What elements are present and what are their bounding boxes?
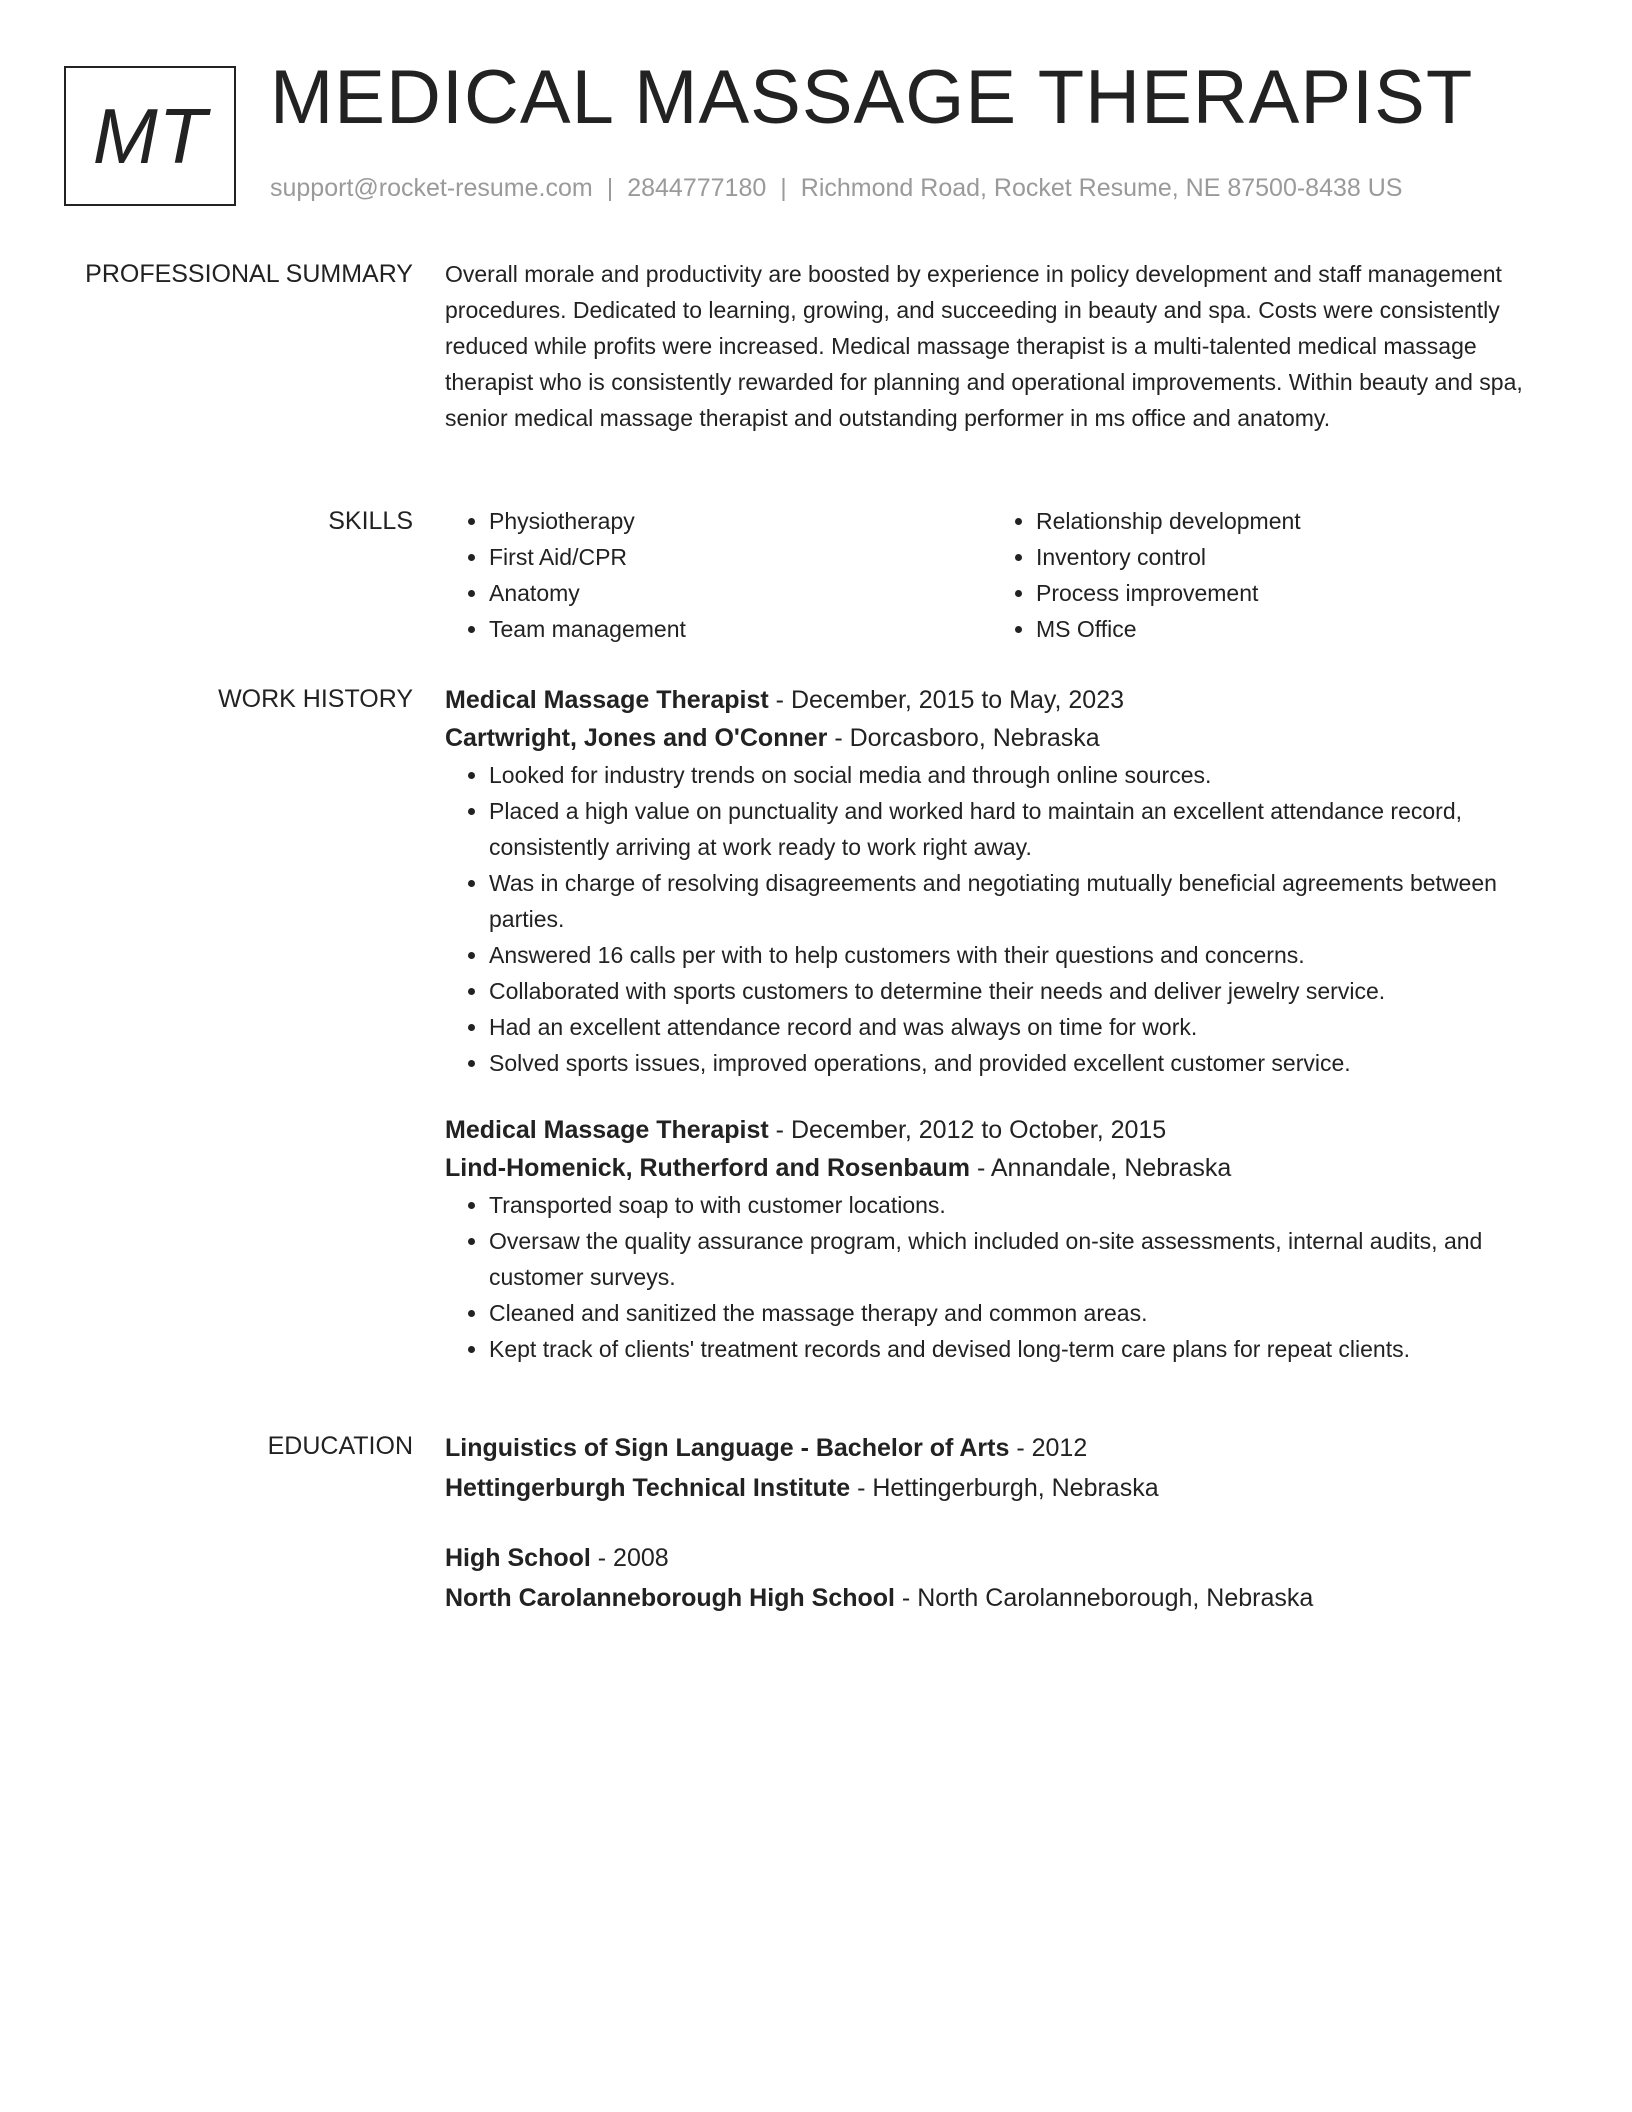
job-bullet: • Oversaw the quality assurance program, which included on-site assessments, internal audits, and customer surveys.	[489, 1223, 1560, 1295]
job-bullet: • Cleaned and sanitized the massage therapy and common areas.	[489, 1295, 1560, 1331]
skills-list-left	[445, 503, 992, 647]
summary-text: Overall morale and productivity are boosted by experience in policy development and staff management procedures. Dedicated to learning, growing, and succeeding in beauty and spa. Costs were consistently reduced while profits were increased. Medical massage therapist is a multi-talented medical massage therapist who is consistently rewarded for planning and operational improvements. Within beauty and spa, senior medical massage therapist and outstanding performer in ms office and anatomy.	[445, 261, 1523, 431]
contact-separator: |	[780, 174, 787, 202]
resume-title: MEDICAL MASSAGE THERAPIST	[270, 55, 1474, 140]
work-body	[445, 681, 1560, 1367]
job-bullet: • Collaborated with sports customers to determine their needs and deliver jewelry service.	[489, 973, 1560, 1009]
education-heading: EDUCATION	[267, 1432, 413, 1460]
monogram-box	[64, 66, 236, 206]
work-heading: WORK HISTORY	[218, 685, 413, 713]
job-title-line	[445, 681, 1560, 719]
contact-address: Richmond Road, Rocket Resume, NE 87500-8438 US	[800, 174, 1403, 202]
education-location: - North Carolanneborough, Nebraska	[894, 1584, 1314, 1612]
education-year: - 2008	[590, 1544, 669, 1572]
skills-list-right	[992, 503, 1539, 647]
job-bullet: • Had an excellent attendance record and was always on time for work.	[489, 1009, 1560, 1045]
education-degree-line	[445, 1428, 1560, 1468]
contact-phone: 2844777180	[627, 174, 767, 202]
job-location: - Dorcasboro, Nebraska	[827, 724, 1100, 752]
skill-item: • Physiotherapy	[489, 503, 992, 539]
summary-body	[445, 256, 1560, 436]
skill-item: • MS Office	[1036, 611, 1539, 647]
education-school: North Carolanneborough High School	[445, 1584, 895, 1612]
job-bullet: • Solved sports issues, improved operations, and provided excellent customer service.	[489, 1045, 1560, 1081]
education-body	[445, 1428, 1560, 1618]
summary-heading: PROFESSIONAL SUMMARY	[85, 260, 413, 288]
education-location: - Hettingerburgh, Nebraska	[850, 1474, 1159, 1502]
education-year: - 2012	[1009, 1434, 1088, 1462]
job-title: Medical Massage Therapist	[445, 1116, 769, 1144]
skill-item: • Inventory control	[1036, 539, 1539, 575]
job-company-line	[445, 719, 1560, 757]
job-bullets	[445, 757, 1560, 1081]
education-school-line	[445, 1578, 1560, 1618]
skills-body	[445, 503, 1560, 647]
job-dates: - December, 2012 to October, 2015	[768, 1116, 1167, 1144]
skill-item: • Team management	[489, 611, 992, 647]
skills-heading: SKILLS	[328, 507, 413, 535]
contact-email: support@rocket-resume.com	[270, 174, 593, 202]
skill-item: • Relationship development	[1036, 503, 1539, 539]
job-company-line	[445, 1149, 1560, 1187]
education-school: Hettingerburgh Technical Institute	[445, 1474, 851, 1502]
job-bullet: • Placed a high value on punctuality and worked hard to maintain an excellent attendance record, consistently arriving at work ready to work right away.	[489, 793, 1560, 865]
contact-line	[270, 174, 1402, 203]
job-bullet: • Was in charge of resolving disagreements and negotiating mutually beneficial agreements between parties.	[489, 865, 1560, 937]
job-entry	[445, 681, 1560, 1081]
job-company: Lind-Homenick, Rutherford and Rosenbaum	[445, 1154, 971, 1182]
job-bullet: • Transported soap to with customer locations.	[489, 1187, 1560, 1223]
job-title-line	[445, 1111, 1560, 1149]
job-bullet: • Answered 16 calls per with to help customers with their questions and concerns.	[489, 937, 1560, 973]
skill-item: • Anatomy	[489, 575, 992, 611]
education-degree: High School	[445, 1544, 591, 1572]
education-entry	[445, 1538, 1560, 1618]
education-school-line	[445, 1468, 1560, 1508]
education-degree: Linguistics of Sign Language - Bachelor of Arts	[445, 1434, 1010, 1462]
skill-item: • First Aid/CPR	[489, 539, 992, 575]
job-bullet: • Looked for industry trends on social media and through online sources.	[489, 757, 1560, 793]
education-entry	[445, 1428, 1560, 1508]
job-company: Cartwright, Jones and O'Conner	[445, 724, 828, 752]
education-degree-line	[445, 1538, 1560, 1578]
job-dates: - December, 2015 to May, 2023	[768, 686, 1125, 714]
skill-item: • Process improvement	[1036, 575, 1539, 611]
contact-separator: |	[606, 174, 614, 202]
job-location: - Annandale, Nebraska	[970, 1154, 1232, 1182]
monogram-initials: MT	[92, 91, 208, 180]
job-bullets	[445, 1187, 1560, 1367]
skills-grid	[445, 503, 1560, 647]
job-bullet: • Kept track of clients' treatment records and devised long-term care plans for repeat clients.	[489, 1331, 1560, 1367]
job-title: Medical Massage Therapist	[445, 686, 769, 714]
job-entry	[445, 1111, 1560, 1367]
